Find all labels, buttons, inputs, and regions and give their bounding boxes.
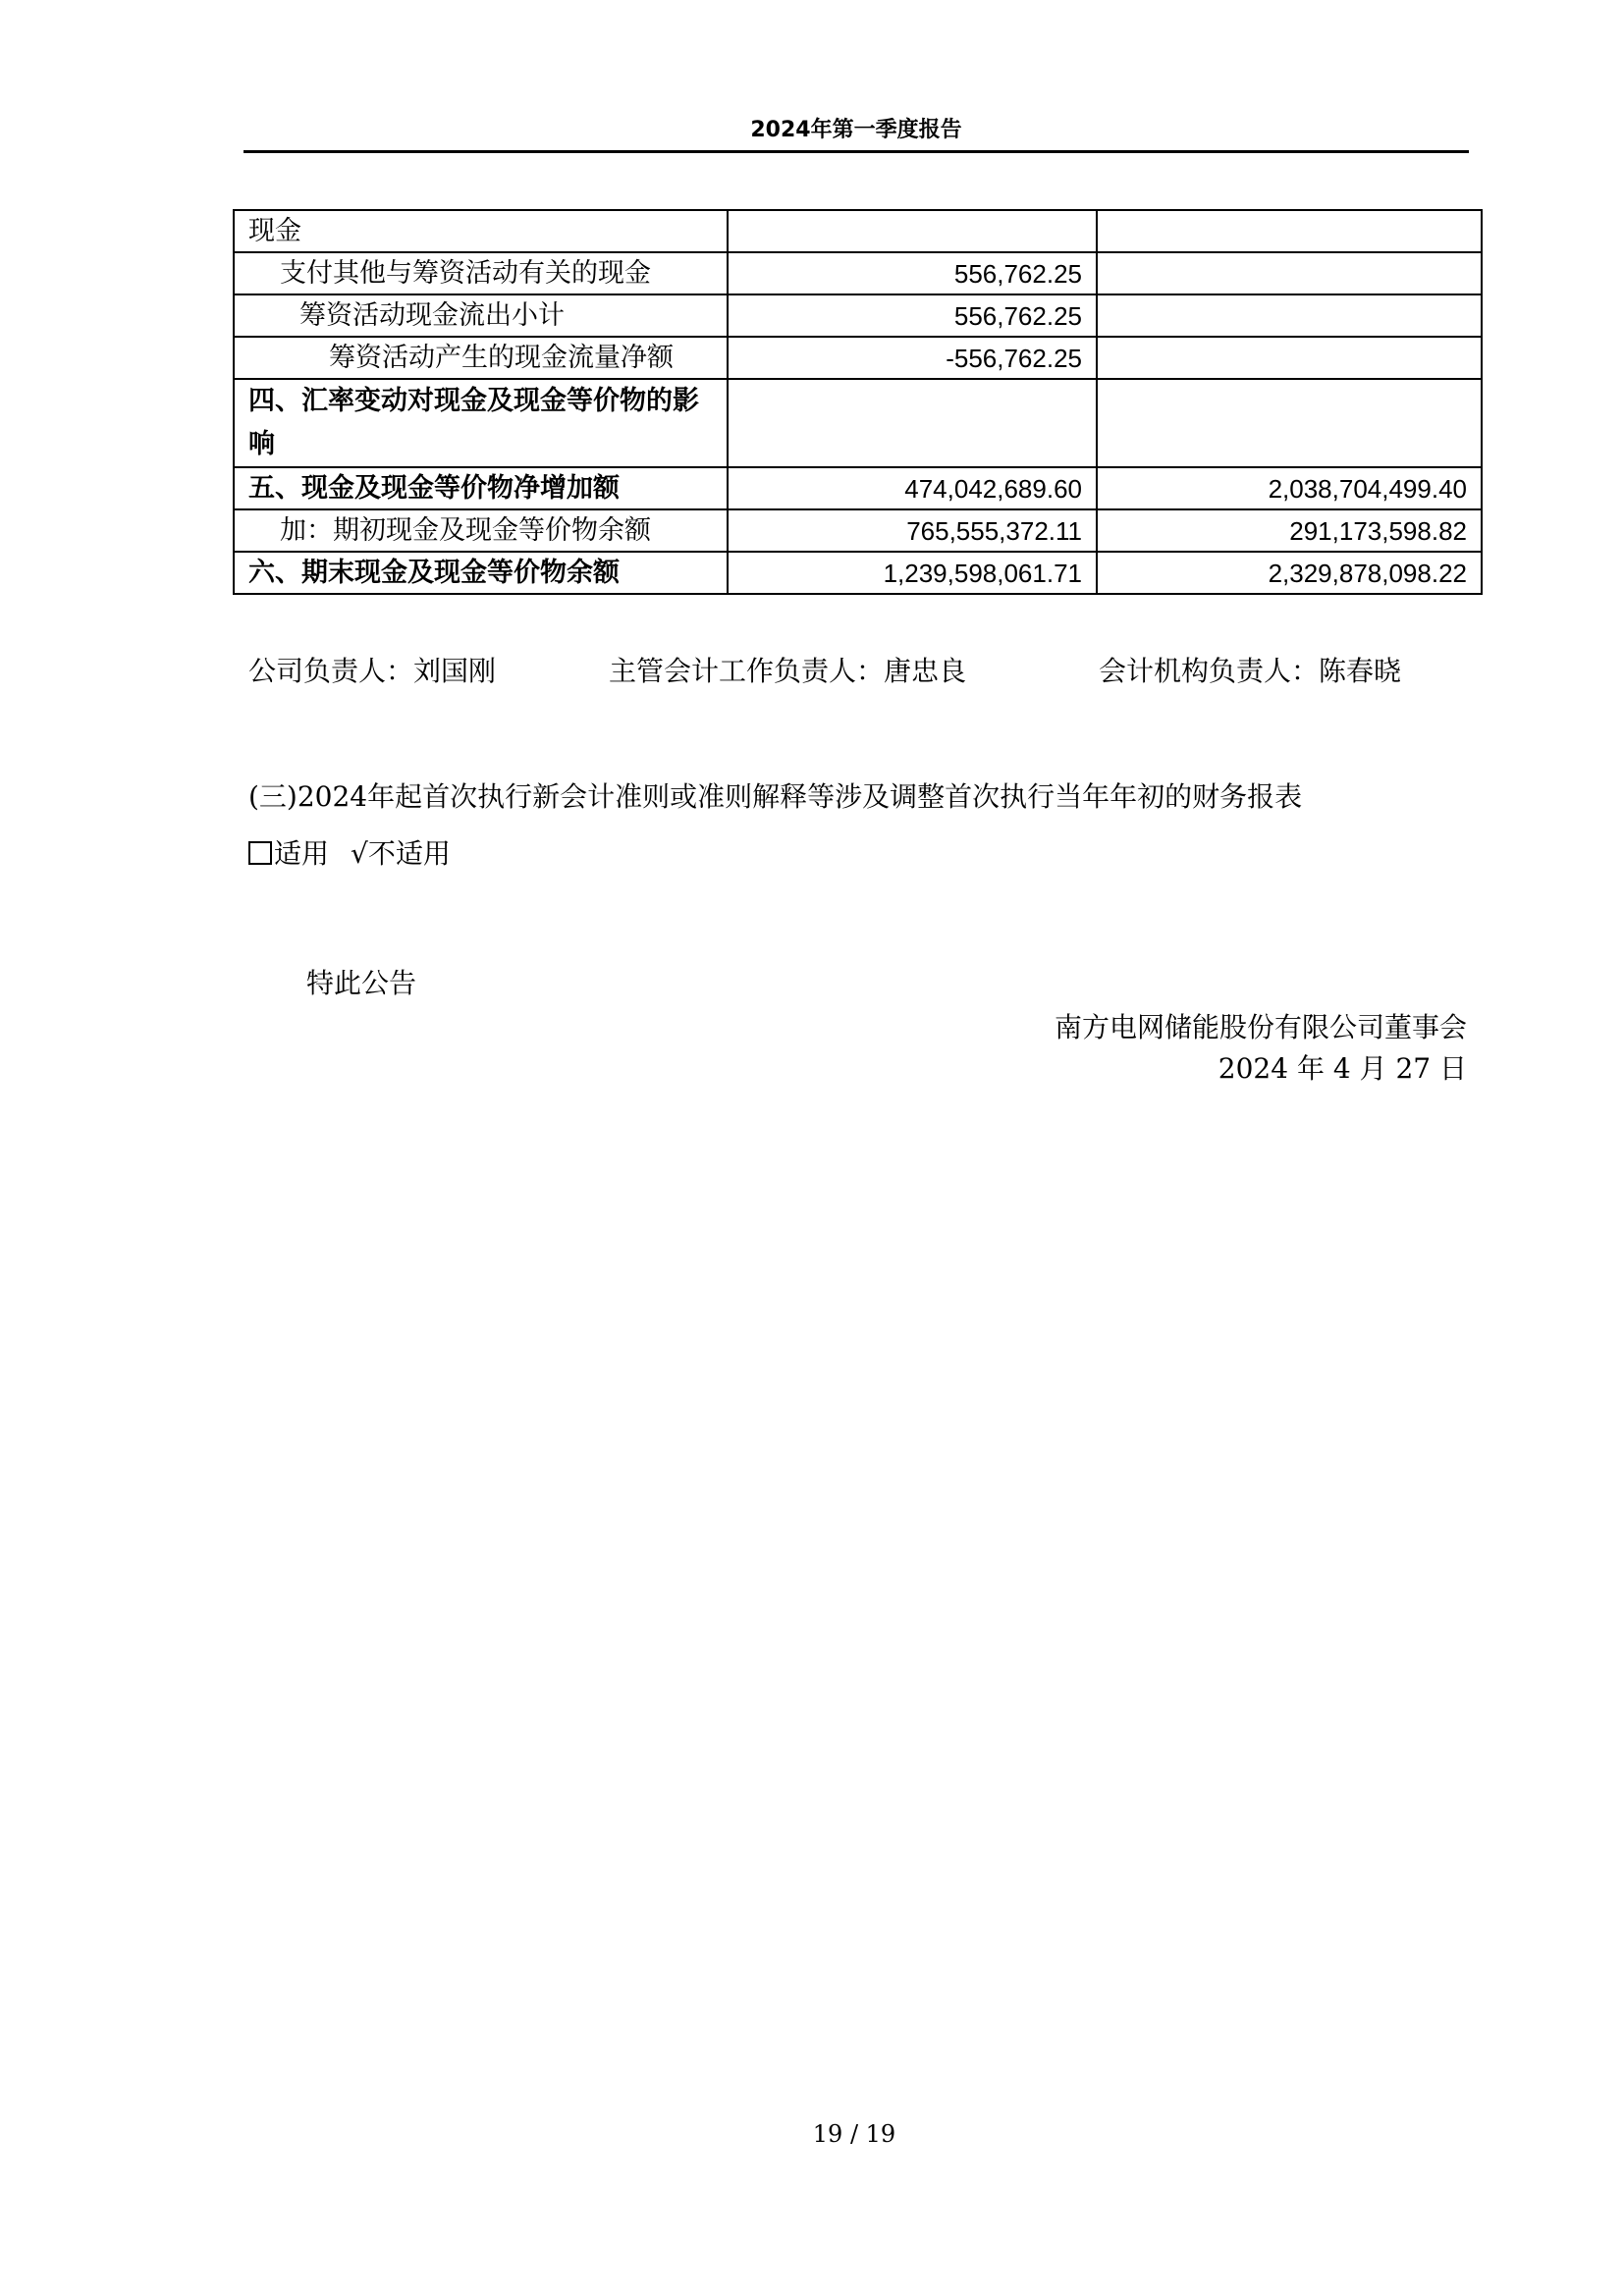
table-row [234,379,1482,467]
issuer-name: 南方电网储能股份有限公司董事会 [1054,1011,1467,1043]
current-period-value [728,210,1097,252]
previous-period-value [1097,252,1482,294]
table-row [234,337,1482,379]
table-row [234,210,1482,252]
closing-notice: 特此公告 [306,967,417,999]
header-divider [244,150,1469,153]
checkmark-icon: √ [351,837,368,870]
previous-period-value [1097,294,1482,337]
current-period-value: -556,762.25 [728,337,1097,379]
previous-period-value [1097,337,1482,379]
previous-period-value [1097,379,1482,467]
row-label: 四、汇率变动对现金及现金等价物的影响 [234,379,728,467]
current-period-value: 556,762.25 [728,252,1097,294]
not-applicable-label: 不适用 [367,837,451,870]
current-period-value: 556,762.25 [728,294,1097,337]
table-row [234,252,1482,294]
row-label: 现金 [234,210,728,252]
report-header-title: 2024年第一季度报告 [750,118,962,142]
row-label: 六、期末现金及现金等价物余额 [234,552,728,594]
table-row [234,552,1482,594]
previous-period-value: 2,329,878,098.22 [1097,552,1482,594]
row-label: 五、现金及现金等价物净增加额 [234,467,728,509]
row-label: 筹资活动产生的现金流量净额 [234,337,728,379]
current-period-value: 474,042,689.60 [728,467,1097,509]
table-row [234,294,1482,337]
section-heading: (三)2024年起首次执行新会计准则或准则解释等涉及调整首次执行当年年初的财务报表 [248,780,1303,813]
table-row [234,467,1482,509]
accounting-org-head: 会计机构负责人：陈春晓 [1099,655,1402,687]
cash-flow-table [233,209,1483,595]
company-head: 公司负责人：刘国刚 [248,655,497,687]
accounting-head: 主管会计工作负责人：唐忠良 [609,655,967,687]
previous-period-value: 291,173,598.82 [1097,509,1482,552]
applicability-options [248,834,451,874]
row-label: 筹资活动现金流出小计 [234,294,728,337]
issue-date: 2024 年 4 月 27 日 [1218,1052,1467,1085]
unchecked-box-icon [248,841,272,865]
current-period-value: 765,555,372.11 [728,509,1097,552]
previous-period-value: 2,038,704,499.40 [1097,467,1482,509]
current-period-value: 1,239,598,061.71 [728,552,1097,594]
row-label: 支付其他与筹资活动有关的现金 [234,252,728,294]
previous-period-value [1097,210,1482,252]
row-label: 加：期初现金及现金等价物余额 [234,509,728,552]
current-period-value [728,379,1097,467]
page-number: 19 / 19 [812,2120,896,2148]
table-row [234,509,1482,552]
applicable-label: 适用 [274,837,330,870]
